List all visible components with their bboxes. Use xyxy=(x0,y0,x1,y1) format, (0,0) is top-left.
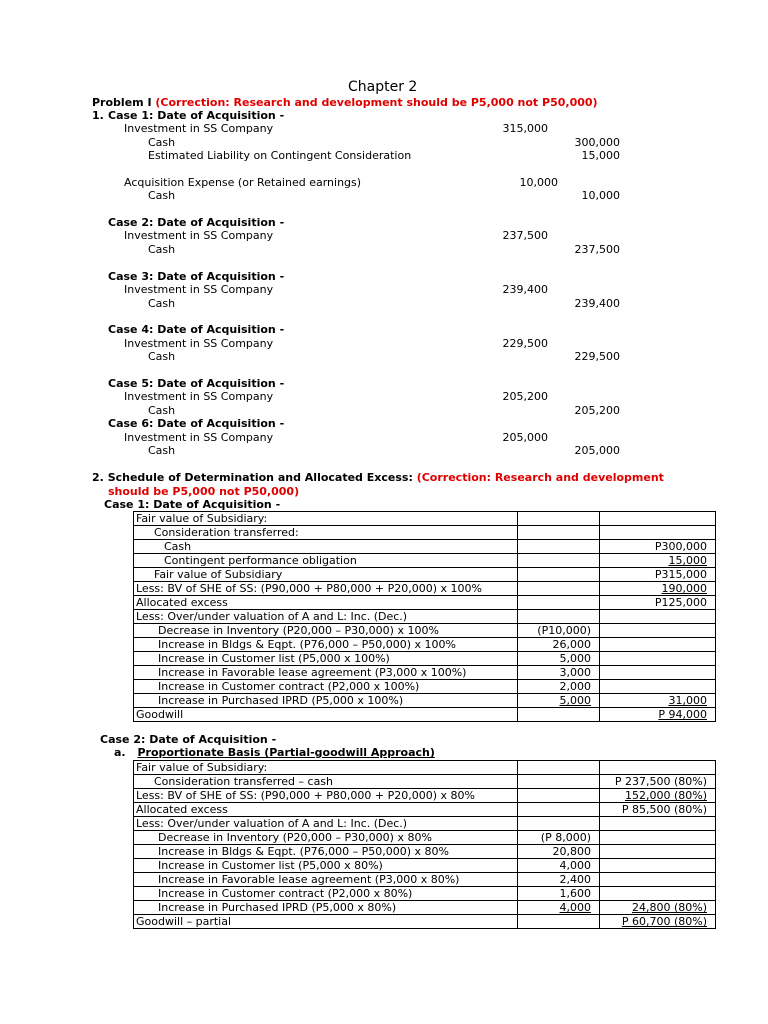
journal-credit: 229,500 xyxy=(574,350,620,363)
table-row: Fair value of Subsidiary P315,000 xyxy=(134,568,716,582)
journal-account: Cash xyxy=(148,297,176,310)
table-row: Increase in Purchased IPRD (P5,000 x 100%) 5,000 31,000 xyxy=(134,694,716,708)
journal-account: Investment in SS Company xyxy=(124,431,274,444)
table-row: Increase in Bldgs & Eqpt. (P76,000 – P50,000) x 100% 26,000 xyxy=(134,638,716,652)
table-row: Allocated excess P 85,500 (80%) xyxy=(134,803,716,817)
journal-debit: 229,500 xyxy=(502,337,548,350)
table-row: Increase in Purchased IPRD (P5,000 x 80%) 4,000 24,800 (80%) xyxy=(134,901,716,915)
sub-heading: Proportionate Basis (Partial-goodwill Approach) xyxy=(137,746,435,759)
table-row: Increase in Bldgs & Eqpt. (P76,000 – P50,000) x 80% 20,800 xyxy=(134,845,716,859)
table-row: Consideration transferred – cash P 237,500 (80%) xyxy=(134,775,716,789)
schedule-table-case2 xyxy=(133,760,716,929)
table-row: Contingent performance obligation 15,000 xyxy=(134,554,716,568)
p1-case2-heading: Case 2: Date of Acquisition - xyxy=(108,216,285,229)
table-row: Increase in Favorable lease agreement (P3,000 x 100%) 3,000 xyxy=(134,666,716,680)
table-row: Fair value of Subsidiary: xyxy=(134,512,716,526)
p1-case5-heading: Case 5: Date of Acquisition - xyxy=(108,377,285,390)
table-row: Allocated excess P125,000 xyxy=(134,596,716,610)
journal-debit: 239,400 xyxy=(502,283,548,296)
journal-account: Cash xyxy=(148,404,176,417)
table-row: Increase in Customer list (P5,000 x 100%) 5,000 xyxy=(134,652,716,666)
journal-account: Cash xyxy=(148,350,176,363)
p2-case1-heading: Case 1: Date of Acquisition - xyxy=(104,498,281,511)
table-row: Increase in Customer contract (P2,000 x 100%) 2,000 xyxy=(134,680,716,694)
journal-account: Investment in SS Company xyxy=(124,229,274,242)
schedule-table-case1 xyxy=(133,511,716,722)
p1-case6-heading: Case 6: Date of Acquisition - xyxy=(108,417,285,430)
part2-correction-a: (Correction: Research and development xyxy=(416,471,664,484)
part2-heading-line1 xyxy=(92,471,678,484)
part1-number: 1. xyxy=(92,109,104,122)
table-row: Decrease in Inventory (P20,000 – P30,000) x 80% (P 8,000) xyxy=(134,831,716,845)
journal-credit: 239,400 xyxy=(574,297,620,310)
table-row: Fair value of Subsidiary: xyxy=(134,761,716,775)
table-row: Less: BV of SHE of SS: (P90,000 + P80,000 + P20,000) x 100% 190,000 xyxy=(134,582,716,596)
table-row: Increase in Favorable lease agreement (P3,000 x 80%) 2,400 xyxy=(134,873,716,887)
table-row: Increase in Customer contract (P2,000 x 80%) 1,600 xyxy=(134,887,716,901)
p2-case2-heading: Case 2: Date of Acquisition - xyxy=(100,733,277,746)
table-row: Consideration transferred: xyxy=(134,526,716,540)
journal-account: Estimated Liability on Contingent Consideration xyxy=(148,149,412,162)
journal-credit: 205,200 xyxy=(574,404,620,417)
journal-account: Investment in SS Company xyxy=(124,390,274,403)
journal-credit: 205,000 xyxy=(574,444,620,457)
journal-debit: 205,000 xyxy=(502,431,548,444)
page-title: Chapter 2 xyxy=(348,79,418,95)
p1-case1-heading: Case 1: Date of Acquisition - xyxy=(108,109,285,122)
p1-case4-heading: Case 4: Date of Acquisition - xyxy=(108,323,285,336)
table-row: Decrease in Inventory (P20,000 – P30,000) x 100% (P10,000) xyxy=(134,624,716,638)
part2-number: 2. xyxy=(92,471,104,484)
journal-account: Acquisition Expense (or Retained earnings) xyxy=(124,176,362,189)
journal-account: Investment in SS Company xyxy=(124,337,274,350)
journal-credit: 300,000 xyxy=(574,136,620,149)
table-row: Cash P300,000 xyxy=(134,540,716,554)
journal-debit: 10,000 xyxy=(519,176,558,189)
journal-credit: 10,000 xyxy=(581,189,620,202)
journal-debit: 237,500 xyxy=(502,229,548,242)
journal-account: Investment in SS Company xyxy=(124,283,274,296)
problem-correction: (Correction: Research and development should be P5,000 not P50,000) xyxy=(155,96,598,109)
part2-heading: Schedule of Determination and Allocated Excess: xyxy=(107,471,413,484)
sub-letter: a. xyxy=(114,746,126,759)
journal-debit: 315,000 xyxy=(502,122,548,135)
journal-credit: 15,000 xyxy=(581,149,620,162)
p1-case3-heading: Case 3: Date of Acquisition - xyxy=(108,270,285,283)
table-row: Less: Over/under valuation of A and L: Inc. (Dec.) xyxy=(134,817,716,831)
part2-correction-b: should be P5,000 not P50,000) xyxy=(108,485,300,498)
table-row: Less: BV of SHE of SS: (P90,000 + P80,000 + P20,000) x 80% 152,000 (80%) xyxy=(134,789,716,803)
journal-account: Cash xyxy=(148,189,176,202)
table-row: Less: Over/under valuation of A and L: Inc. (Dec.) xyxy=(134,610,716,624)
problem-header xyxy=(92,96,598,109)
journal-credit: 237,500 xyxy=(574,243,620,256)
table-row: Goodwill – partial P 60,700 (80%) xyxy=(134,915,716,929)
journal-account: Cash xyxy=(148,444,176,457)
table-row: Increase in Customer list (P5,000 x 80%) 4,000 xyxy=(134,859,716,873)
journal-debit: 205,200 xyxy=(502,390,548,403)
p2-case2-subheading xyxy=(114,746,435,759)
journal-account: Investment in SS Company xyxy=(124,122,274,135)
table-row: Goodwill P 94,000 xyxy=(134,708,716,722)
journal-account: Cash xyxy=(148,136,176,149)
journal-account: Cash xyxy=(148,243,176,256)
problem-label: Problem I xyxy=(92,96,152,109)
